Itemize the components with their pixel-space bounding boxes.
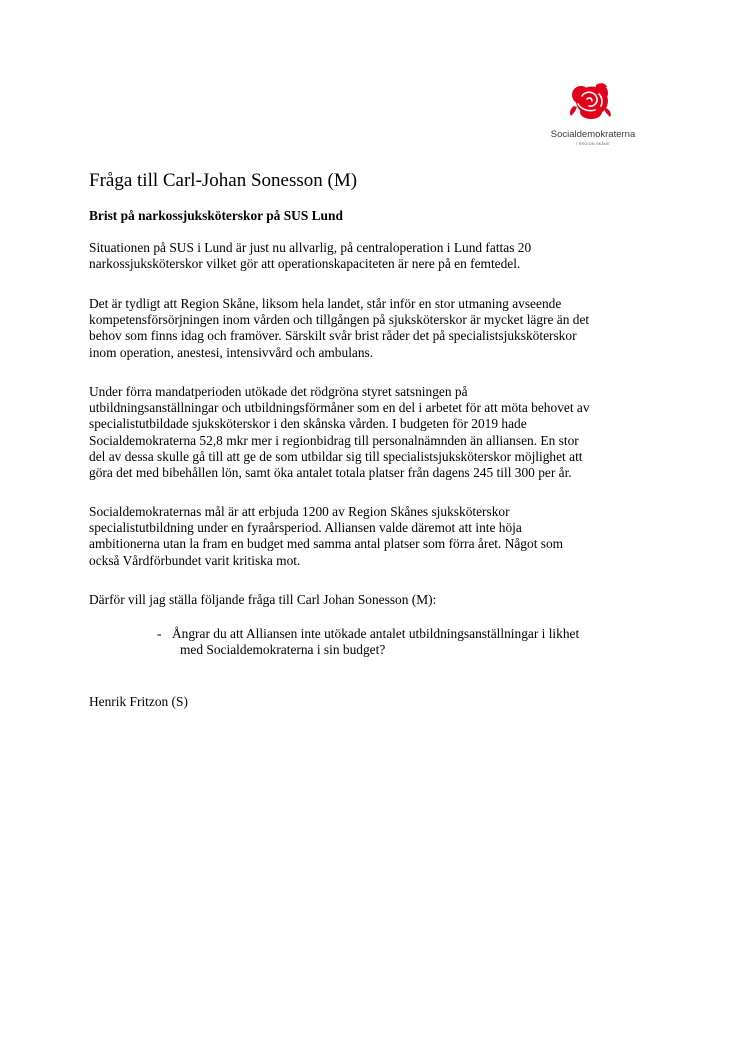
text-line: inom operation, anestesi, intensivvård och ambulans. [89, 344, 374, 360]
logo-region-subtitle: I REGION SKÅNE [576, 142, 610, 146]
rose-logo-icon [566, 82, 614, 124]
question-text [172, 626, 579, 658]
text-line: specialistutbildning under en fyraårsperiod. Alliansen valde däremot att inte höja [89, 520, 522, 536]
document-title: Fråga till Carl-Johan Sonesson (M) [89, 170, 358, 191]
text-line: Därför vill jag ställa följande fråga till Carl Johan Sonesson (M): [89, 592, 437, 607]
text-line: med Socialdemokraterna i sin budget? [180, 642, 386, 658]
text-line: Socialdemokraternas mål är att erbjuda 1200 av Region Skånes sjuksköterskor [89, 504, 510, 519]
text-line: Under förra mandatperioden utökade det rödgröna styret satsningen på [89, 384, 468, 399]
text-line: Ångrar du att Alliansen inte utökade antalet utbildningsanställningar i likhet [172, 626, 580, 641]
document-subtitle: Brist på narkossjuksköterskor på SUS Lund [89, 208, 343, 223]
text-line: Socialdemokraterna 52,8 mkr mer i regionbidrag till personalnämnden än alliansen. En stor [89, 432, 579, 448]
paragraph-budget [89, 384, 590, 481]
text-line: göra det med bibehållen lön, samt öka antalet totala platser från dagens 245 till 300 per år. [89, 465, 572, 481]
bullet-dash: - [157, 626, 162, 641]
paragraph-question-intro [89, 592, 436, 608]
party-logo [538, 82, 648, 150]
text-line: också Vårdförbundet varit kritiska mot. [89, 552, 301, 568]
paragraph-goal [89, 504, 563, 569]
text-line: ambitionerna utan la fram en budget med samma antal platser som förra året. Något som [89, 536, 564, 552]
text-line: specialistutbildade sjuksköterskor i den skånska vården. I budgeten för 2019 hade [89, 416, 527, 432]
text-line: kompetensförsörjningen inom vården och tillgången på sjuksköterskor är mycket lägre än det [89, 312, 590, 328]
signature: Henrik Fritzon (S) [89, 694, 188, 709]
logo-party-name: Socialdemokraterna [550, 129, 636, 140]
paragraph-situation [89, 240, 531, 272]
text-line: Situationen på SUS i Lund är just nu allvarlig, på centraloperation i Lund fattas 20 [89, 240, 532, 255]
text-line: narkossjuksköterskor vilket gör att operationskapaciteten är nere på en femtedel. [89, 256, 521, 272]
paragraph-competence [89, 296, 589, 361]
text-line: del av dessa skulle gå till att ge de som utbildar sig till specialistsjuksköterskor möjlighet att [89, 448, 583, 464]
text-line: utbildningsanställningar och utbildningsförmåner som en del i arbetet för att möta behovet av [89, 400, 590, 416]
text-line: behov som finns idag och framöver. Särskilt svår brist råder det på specialistsjuksköterskor [89, 328, 577, 344]
text-line: Det är tydligt att Region Skåne, liksom hela landet, står inför en stor utmaning avseende [89, 296, 562, 311]
